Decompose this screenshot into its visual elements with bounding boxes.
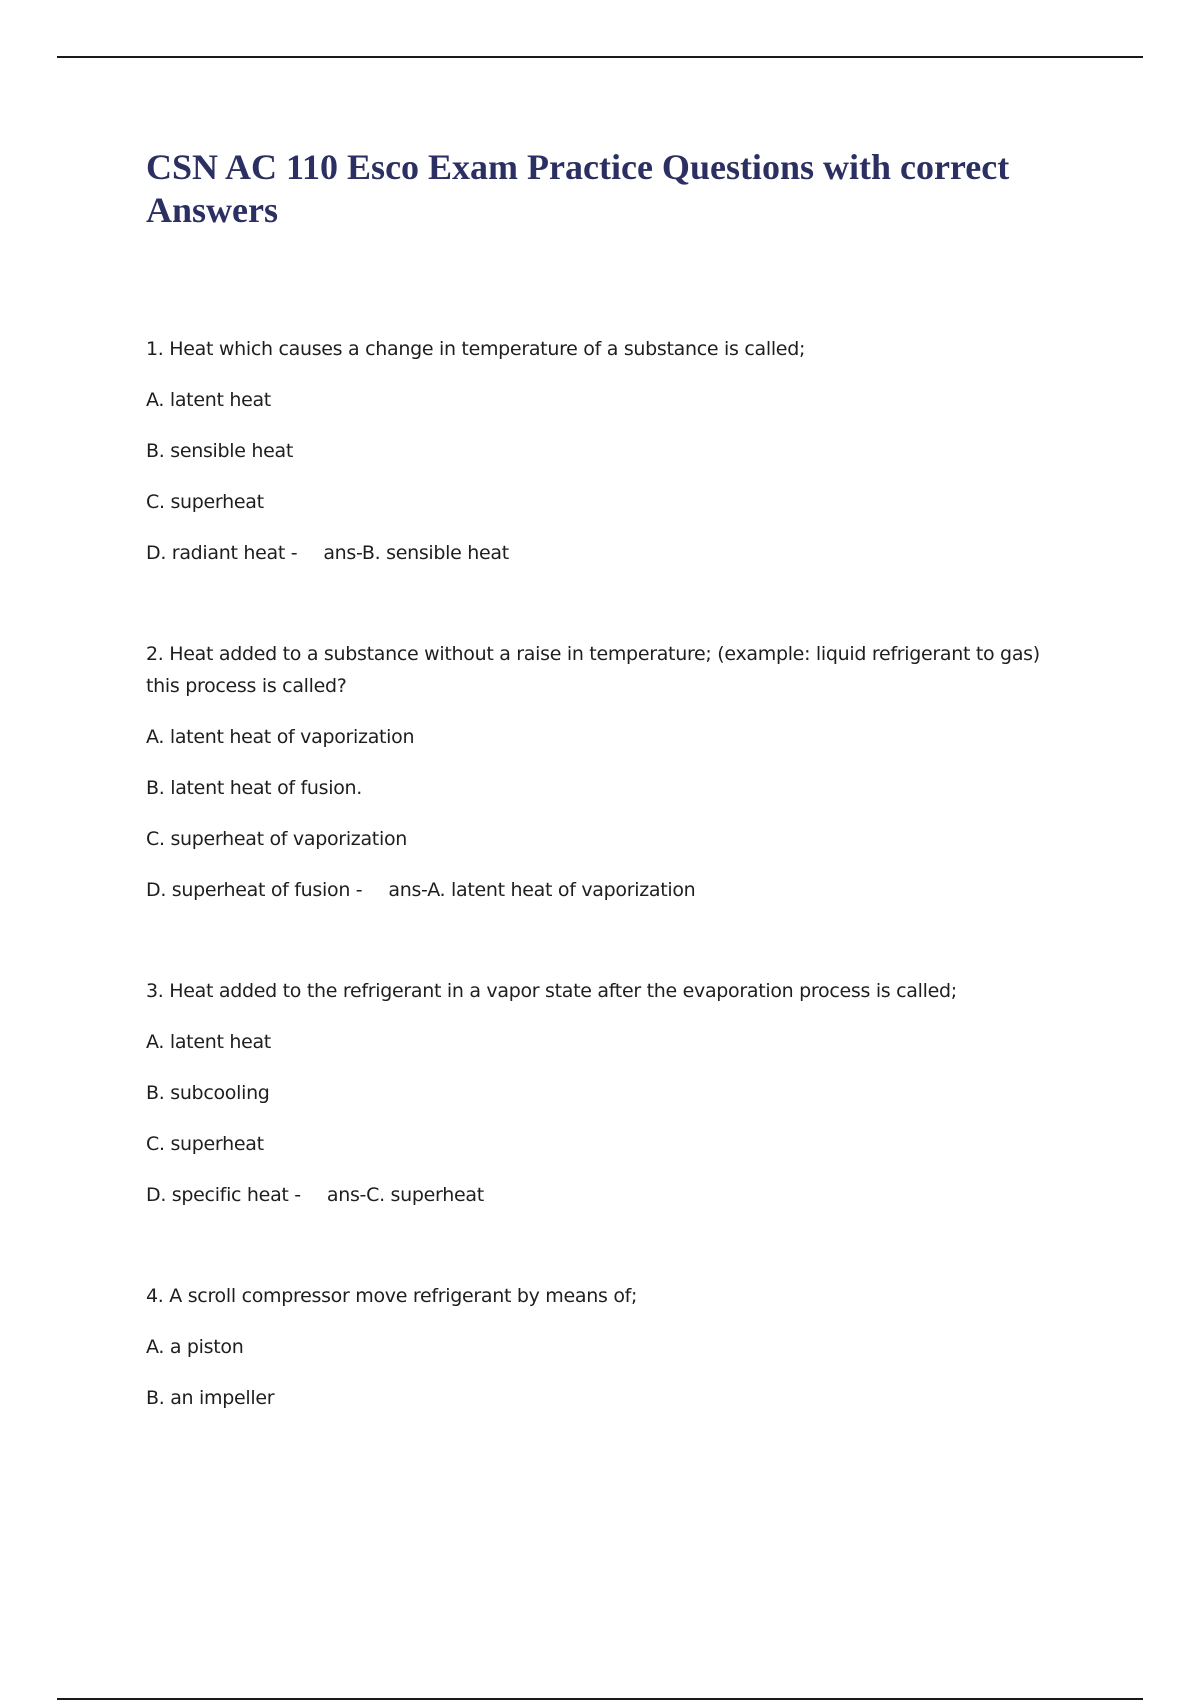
option-a: A. latent heat of vaporization <box>146 726 415 748</box>
document-title: CSN AC 110 Esco Exam Practice Questions with correct Answers <box>146 147 1010 230</box>
option-b: B. an impeller <box>146 1387 275 1409</box>
option-c: C. superheat <box>146 1133 264 1155</box>
question-2 <box>146 638 1076 906</box>
answer: ans-C. superheat <box>326 1184 484 1206</box>
option-c: C. superheat <box>146 491 264 513</box>
answer: ans-B. sensible heat <box>323 542 509 564</box>
option-d: D. radiant heat - <box>146 542 298 564</box>
option-a: A. latent heat <box>146 1031 271 1053</box>
question-1 <box>146 333 1076 569</box>
question-text: 4. A scroll compressor move refrigerant by means of; <box>146 1285 638 1307</box>
question-4 <box>146 1280 1076 1414</box>
question-text: 1. Heat which causes a change in temperature of a substance is called; <box>146 338 806 360</box>
option-d-with-answer <box>146 1179 1076 1211</box>
option-b: B. subcooling <box>146 1082 270 1104</box>
option-a: A. a piston <box>146 1336 244 1358</box>
question-text: 2. Heat added to a substance without a raise in temperature; (example: liquid refrigerant to gas) this process is called? <box>146 643 1040 697</box>
option-b: B. latent heat of fusion. <box>146 777 363 799</box>
question-list <box>146 333 1076 1483</box>
option-d-with-answer <box>146 537 1076 569</box>
question-text: 3. Heat added to the refrigerant in a vapor state after the evaporation process is called; <box>146 980 957 1002</box>
question-3 <box>146 975 1076 1211</box>
option-d: D. specific heat - <box>146 1184 301 1206</box>
option-c: C. superheat of vaporization <box>146 828 408 850</box>
option-d-with-answer <box>146 874 1076 906</box>
option-d: D. superheat of fusion - <box>146 879 363 901</box>
option-b: B. sensible heat <box>146 440 294 462</box>
option-a: A. latent heat <box>146 389 271 411</box>
top-rule <box>57 56 1143 58</box>
answer: ans-A. latent heat of vaporization <box>388 879 696 901</box>
